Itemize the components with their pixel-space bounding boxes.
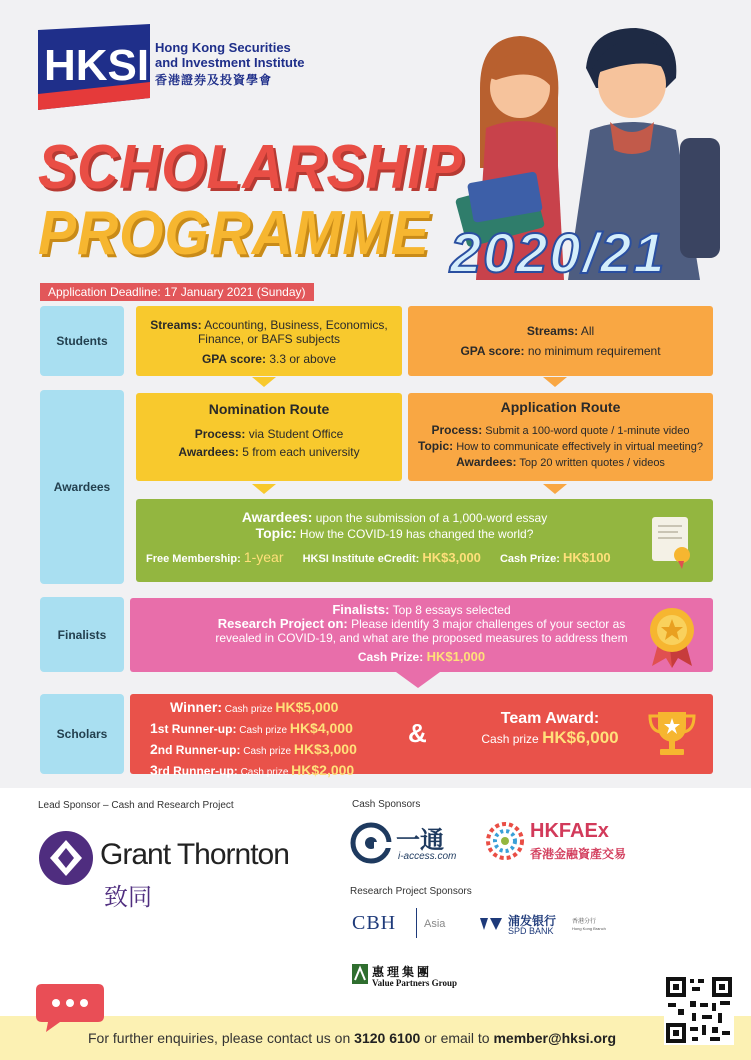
application-deadline: Application Deadline: 17 January 2021 (Sunday) [40, 283, 314, 301]
divider [416, 908, 417, 938]
email-link[interactable]: member@hksi.org [493, 1030, 617, 1046]
research-sponsor-3-cn: 惠理集團 [372, 965, 433, 979]
finalists-box: Finalists: Top 8 essays selected Research Project on: Please identify 3 major challenges of your sector as revealed in COVID-19, and what are the proposed measures to address them Cash Prize: HK$1,000 [130, 598, 713, 672]
logo-text: HKSI [44, 41, 150, 90]
research-sponsor-3-name: Value Partners Group [372, 978, 458, 988]
phone-number[interactable]: 3120 6100 [354, 1030, 421, 1046]
programme-year: 2020/21 [450, 221, 667, 284]
lead-sponsor-cn: 致同 [104, 883, 152, 911]
row-label-scholars: Scholars [40, 694, 124, 774]
team-award: Team Award: Cash prize HK$6,000 [481, 710, 619, 747]
cash-sponsor-1-url: i-access.com [398, 851, 457, 862]
research-sponsor-2-name: SPD BANK [508, 926, 554, 936]
org-name-cn: 香港證券及投資學會 [155, 73, 273, 87]
students-all-box: Streams: All GPA score: no minimum requirement [408, 306, 713, 376]
cash-sponsors-label: Cash Sponsors [352, 799, 421, 810]
research-sponsors-label: Research Project Sponsors [350, 886, 472, 897]
research-sponsor-2-cn-sub: 香港分行 [572, 918, 597, 925]
row-label-students: Students [40, 306, 124, 376]
value-partners-logo-icon [352, 964, 368, 984]
org-name: Hong Kong Securities and Investment Institute [155, 40, 305, 70]
arrow-down [543, 377, 567, 387]
hkfaex-logo-icon [484, 820, 526, 862]
students-stream-box: Streams: Accounting, Business, Economics, Finance, or BAFS subjects GPA score: 3.3 or above [136, 306, 402, 376]
chat-bubble-icon [34, 980, 106, 1034]
title-line1: SCHOLARSHIP [38, 133, 464, 202]
cash-sponsor-2-cn: 香港金融資產交易 [530, 847, 627, 861]
lead-sponsor-label: Lead Sponsor – Cash and Research Project [38, 800, 234, 811]
nomination-route-box: Nomination Route Process: via Student Office Awardees: 5 from each university [136, 393, 402, 481]
arrow-down [396, 672, 440, 688]
application-route-box: Application Route Process: Submit a 100-word quote / 1-minute video Topic: How to communicate effectively in virtual meeting? Awardees: Top 20 written quotes / videos [408, 393, 713, 481]
enquiry-text: For further enquiries, please contact us on 3120 6100 or email to member@hksi.org [88, 1030, 617, 1046]
research-sponsor-2-sub: Hong Kong Branch [572, 926, 606, 931]
lead-sponsor-name: Grant Thornton [100, 838, 289, 871]
title-line2: PROGRAMME [38, 199, 430, 268]
i-access-logo-icon [350, 822, 392, 864]
cash-sponsor-2-name: HKFAEx [530, 820, 609, 842]
arrow-down [252, 484, 276, 494]
trophy-icon [646, 708, 698, 758]
arrow-down [543, 484, 567, 494]
cash-sponsor-1-cn: 一通 [396, 826, 444, 854]
research-sponsor-1-sub: Asia [424, 918, 446, 930]
research-sponsor-1-name: CBH [352, 912, 397, 934]
row-label-awardees: Awardees [40, 390, 124, 584]
medal-icon [648, 604, 696, 668]
spd-bank-logo-icon [478, 914, 504, 934]
grant-thornton-logo-icon [38, 830, 94, 886]
row-label-finalists: Finalists [40, 597, 124, 672]
arrow-down [252, 377, 276, 387]
qr-code[interactable] [664, 975, 734, 1045]
scholars-prizes: Winner: Cash prize HK$5,000 1st Runner-up: Cash prize HK$4,000 2nd Runner-up: Cash prize HK$3,000 3rd Runner-up: Cash prize HK$2,000 [150, 699, 357, 778]
research-sponsor-2-cn: 浦发银行 [508, 914, 557, 928]
hksi-logo [38, 24, 150, 110]
certificate-icon [650, 515, 694, 571]
ampersand: & [408, 718, 427, 748]
awardees-box: Awardees: upon the submission of a 1,000-word essay Topic: How the COVID-19 has changed the world? Free Membership: 1-year HKSI Institute eCredit: HK$3,000 Cash Prize: HK$100 [136, 499, 713, 582]
